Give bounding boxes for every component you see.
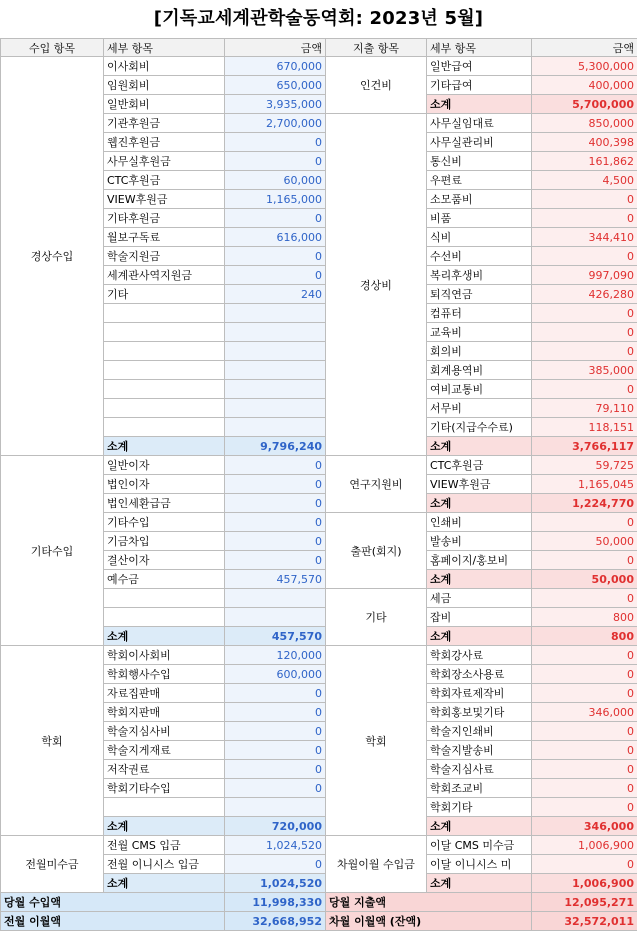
- income-detail: 소계: [104, 627, 225, 646]
- income-amount: [225, 798, 326, 817]
- expense-detail: 학회자료제작비: [427, 684, 532, 703]
- balance-row: [1, 912, 637, 931]
- expense-category: 기타: [326, 589, 427, 646]
- income-detail: [104, 418, 225, 437]
- expense-amount: 1,006,900: [532, 874, 637, 893]
- expense-detail: 퇴직연금: [427, 285, 532, 304]
- income-detail: [104, 342, 225, 361]
- income-amount: 457,570: [225, 570, 326, 589]
- expense-detail: 통신비: [427, 152, 532, 171]
- income-amount: 600,000: [225, 665, 326, 684]
- header-expense-category: 지출 항목: [326, 39, 427, 57]
- expense-amount: 800: [532, 608, 637, 627]
- income-amount: [225, 399, 326, 418]
- income-detail: [104, 361, 225, 380]
- header-income-detail: 세부 항목: [104, 39, 225, 57]
- income-category: 경상수입: [1, 57, 104, 456]
- expense-detail: 일반급여: [427, 57, 532, 76]
- table-row: [1, 456, 637, 475]
- expense-detail: 소계: [427, 874, 532, 893]
- income-amount: 0: [225, 456, 326, 475]
- income-amount: [225, 342, 326, 361]
- income-amount: 120,000: [225, 646, 326, 665]
- expense-detail: 회의비: [427, 342, 532, 361]
- expense-detail: 서무비: [427, 399, 532, 418]
- expense-amount: 0: [532, 798, 637, 817]
- income-detail: [104, 798, 225, 817]
- expense-detail: 학회조교비: [427, 779, 532, 798]
- income-amount: 0: [225, 152, 326, 171]
- expense-detail: 소계: [427, 494, 532, 513]
- ledger-table: [0, 38, 637, 931]
- income-amount: 0: [225, 760, 326, 779]
- income-detail: 법인세환급금: [104, 494, 225, 513]
- income-detail: 예수금: [104, 570, 225, 589]
- expense-category: 출판(회지): [326, 513, 427, 589]
- income-amount: 616,000: [225, 228, 326, 247]
- income-detail: 소계: [104, 817, 225, 836]
- header-row: [1, 39, 637, 57]
- income-category: 기타수입: [1, 456, 104, 646]
- header-expense-detail: 세부 항목: [427, 39, 532, 57]
- expense-detail: 소계: [427, 627, 532, 646]
- expense-detail: CTC후원금: [427, 456, 532, 475]
- expense-amount: 0: [532, 323, 637, 342]
- income-detail: 결산이자: [104, 551, 225, 570]
- income-detail: 자료집판매: [104, 684, 225, 703]
- expense-amount: 1,165,045: [532, 475, 637, 494]
- income-detail: 전월 CMS 입금: [104, 836, 225, 855]
- income-amount: 650,000: [225, 76, 326, 95]
- income-amount: 0: [225, 551, 326, 570]
- expense-detail: 회계용역비: [427, 361, 532, 380]
- income-amount: [225, 418, 326, 437]
- expense-amount: 0: [532, 342, 637, 361]
- expense-detail: 학술지심사료: [427, 760, 532, 779]
- income-detail: 기관후원금: [104, 114, 225, 133]
- income-detail: 학회지판매: [104, 703, 225, 722]
- expense-category: 차월이월 수입금: [326, 836, 427, 893]
- income-total-label: 당월 수입액: [1, 893, 225, 912]
- expense-amount: 0: [532, 513, 637, 532]
- income-total-value: 11,998,330: [225, 893, 326, 912]
- income-detail: 학회이사회비: [104, 646, 225, 665]
- income-detail: 법인이자: [104, 475, 225, 494]
- expense-detail: 학회홍보및기타: [427, 703, 532, 722]
- income-detail: 기타: [104, 285, 225, 304]
- income-amount: 9,796,240: [225, 437, 326, 456]
- expense-amount: 426,280: [532, 285, 637, 304]
- expense-category: 학회: [326, 646, 427, 836]
- income-detail: 사무실후원금: [104, 152, 225, 171]
- income-detail: 이사회비: [104, 57, 225, 76]
- income-amount: 0: [225, 475, 326, 494]
- expense-detail: 식비: [427, 228, 532, 247]
- expense-detail: 복리후생비: [427, 266, 532, 285]
- expense-amount: 800: [532, 627, 637, 646]
- expense-amount: 344,410: [532, 228, 637, 247]
- expense-amount: 0: [532, 551, 637, 570]
- expense-amount: 346,000: [532, 703, 637, 722]
- expense-category: 연구지원비: [326, 456, 427, 513]
- expense-detail: 세금: [427, 589, 532, 608]
- table-row: [1, 646, 637, 665]
- income-detail: [104, 304, 225, 323]
- expense-amount: 0: [532, 722, 637, 741]
- income-detail: 소계: [104, 874, 225, 893]
- income-detail: 기금차입: [104, 532, 225, 551]
- expense-amount: 118,151: [532, 418, 637, 437]
- expense-amount: 850,000: [532, 114, 637, 133]
- expense-detail: 홈페이지/홍보비: [427, 551, 532, 570]
- income-detail: VIEW후원금: [104, 190, 225, 209]
- expense-amount: 5,700,000: [532, 95, 637, 114]
- table-row: [1, 57, 637, 76]
- expense-amount: 0: [532, 304, 637, 323]
- expense-detail: 학회기타: [427, 798, 532, 817]
- expense-amount: 0: [532, 209, 637, 228]
- expense-detail: 소모품비: [427, 190, 532, 209]
- ledger-body: [1, 39, 637, 931]
- expense-amount: 79,110: [532, 399, 637, 418]
- income-detail: 학회기타수입: [104, 779, 225, 798]
- expense-amount: 161,862: [532, 152, 637, 171]
- expense-amount: 0: [532, 380, 637, 399]
- expense-detail: 인쇄비: [427, 513, 532, 532]
- income-detail: 임원회비: [104, 76, 225, 95]
- expense-detail: 사무실임대료: [427, 114, 532, 133]
- header-income-category: 수입 항목: [1, 39, 104, 57]
- income-detail: 소계: [104, 437, 225, 456]
- income-amount: 0: [225, 741, 326, 760]
- expense-detail: 학회강사료: [427, 646, 532, 665]
- expense-detail: 학회장소사용료: [427, 665, 532, 684]
- income-detail: [104, 399, 225, 418]
- income-amount: 720,000: [225, 817, 326, 836]
- expense-amount: 0: [532, 741, 637, 760]
- expense-detail: 수선비: [427, 247, 532, 266]
- income-amount: [225, 589, 326, 608]
- income-detail: 웹진후원금: [104, 133, 225, 152]
- income-detail: 학술지원금: [104, 247, 225, 266]
- expense-detail: 학술지발송비: [427, 741, 532, 760]
- income-detail: 학술지게재료: [104, 741, 225, 760]
- monthly-total-row: [1, 893, 637, 912]
- income-detail: 기타수입: [104, 513, 225, 532]
- expense-detail: 컴퓨터: [427, 304, 532, 323]
- expense-detail: 여비교통비: [427, 380, 532, 399]
- expense-detail: 소계: [427, 437, 532, 456]
- expense-amount: 0: [532, 779, 637, 798]
- prev-balance-value: 32,668,952: [225, 912, 326, 931]
- income-detail: 일반이자: [104, 456, 225, 475]
- expense-detail: 발송비: [427, 532, 532, 551]
- income-detail: 학술지심사비: [104, 722, 225, 741]
- income-amount: 0: [225, 722, 326, 741]
- income-amount: [225, 380, 326, 399]
- expense-detail: 소계: [427, 570, 532, 589]
- expense-detail: 소계: [427, 95, 532, 114]
- expense-detail: 이달 이니시스 미: [427, 855, 532, 874]
- expense-amount: 0: [532, 190, 637, 209]
- expense-amount: 1,224,770: [532, 494, 637, 513]
- income-amount: [225, 361, 326, 380]
- expense-amount: 385,000: [532, 361, 637, 380]
- expense-category: 인건비: [326, 57, 427, 114]
- report-title: [기독교세계관학술동역회: 2023년 5월]: [153, 8, 484, 29]
- expense-amount: 4,500: [532, 171, 637, 190]
- income-detail: [104, 380, 225, 399]
- expense-detail: 우편료: [427, 171, 532, 190]
- expense-detail: 비품: [427, 209, 532, 228]
- income-amount: [225, 304, 326, 323]
- income-amount: [225, 608, 326, 627]
- income-amount: 0: [225, 209, 326, 228]
- expense-detail: 기타급여: [427, 76, 532, 95]
- income-detail: 세계관사역지원금: [104, 266, 225, 285]
- table-row: [1, 836, 637, 855]
- income-detail: 기타후원금: [104, 209, 225, 228]
- income-amount: 0: [225, 133, 326, 152]
- expense-amount: 400,398: [532, 133, 637, 152]
- expense-amount: 0: [532, 760, 637, 779]
- expense-detail: VIEW후원금: [427, 475, 532, 494]
- expense-amount: 50,000: [532, 532, 637, 551]
- income-amount: 670,000: [225, 57, 326, 76]
- income-detail: 저작권료: [104, 760, 225, 779]
- income-detail: 학회행사수입: [104, 665, 225, 684]
- expense-detail: 교육비: [427, 323, 532, 342]
- expense-amount: 346,000: [532, 817, 637, 836]
- expense-total-value: 12,095,271: [532, 893, 637, 912]
- expense-detail: 학술지인쇄비: [427, 722, 532, 741]
- income-detail: 전월 이니시스 입금: [104, 855, 225, 874]
- expense-amount: 50,000: [532, 570, 637, 589]
- next-balance-label: 차월 이월액 (잔액): [326, 912, 532, 931]
- expense-category: 경상비: [326, 114, 427, 456]
- header-expense-amount: 금액: [532, 39, 637, 57]
- income-amount: 240: [225, 285, 326, 304]
- expense-amount: 59,725: [532, 456, 637, 475]
- expense-amount: 400,000: [532, 76, 637, 95]
- expense-total-label: 당월 지출액: [326, 893, 532, 912]
- income-detail: [104, 589, 225, 608]
- income-detail: 월보구독료: [104, 228, 225, 247]
- income-category: 학회: [1, 646, 104, 836]
- expense-amount: 0: [532, 665, 637, 684]
- expense-amount: 997,090: [532, 266, 637, 285]
- income-amount: 0: [225, 532, 326, 551]
- income-amount: 0: [225, 513, 326, 532]
- income-amount: 2,700,000: [225, 114, 326, 133]
- income-detail: CTC후원금: [104, 171, 225, 190]
- income-amount: 3,935,000: [225, 95, 326, 114]
- income-amount: 1,165,000: [225, 190, 326, 209]
- next-balance-value: 32,572,011: [532, 912, 637, 931]
- income-amount: 0: [225, 703, 326, 722]
- income-amount: [225, 323, 326, 342]
- income-amount: 0: [225, 684, 326, 703]
- expense-amount: 0: [532, 589, 637, 608]
- expense-amount: 0: [532, 684, 637, 703]
- income-detail: [104, 608, 225, 627]
- income-amount: 0: [225, 855, 326, 874]
- income-category: 전월미수금: [1, 836, 104, 893]
- expense-detail: 이달 CMS 미수금: [427, 836, 532, 855]
- income-amount: 457,570: [225, 627, 326, 646]
- expense-detail: 잡비: [427, 608, 532, 627]
- income-amount: 1,024,520: [225, 874, 326, 893]
- income-amount: 0: [225, 494, 326, 513]
- expense-amount: 0: [532, 646, 637, 665]
- expense-amount: 3,766,117: [532, 437, 637, 456]
- income-amount: 60,000: [225, 171, 326, 190]
- income-detail: [104, 323, 225, 342]
- expense-amount: 5,300,000: [532, 57, 637, 76]
- expense-amount: 0: [532, 855, 637, 874]
- header-income-amount: 금액: [225, 39, 326, 57]
- expense-detail: 사무실관리비: [427, 133, 532, 152]
- expense-detail: 기타(지급수수료): [427, 418, 532, 437]
- income-amount: 1,024,520: [225, 836, 326, 855]
- income-detail: 일반회비: [104, 95, 225, 114]
- income-amount: 0: [225, 247, 326, 266]
- expense-detail: 소계: [427, 817, 532, 836]
- income-amount: 0: [225, 266, 326, 285]
- prev-balance-label: 전월 이월액: [1, 912, 225, 931]
- expense-amount: 1,006,900: [532, 836, 637, 855]
- income-amount: 0: [225, 779, 326, 798]
- expense-amount: 0: [532, 247, 637, 266]
